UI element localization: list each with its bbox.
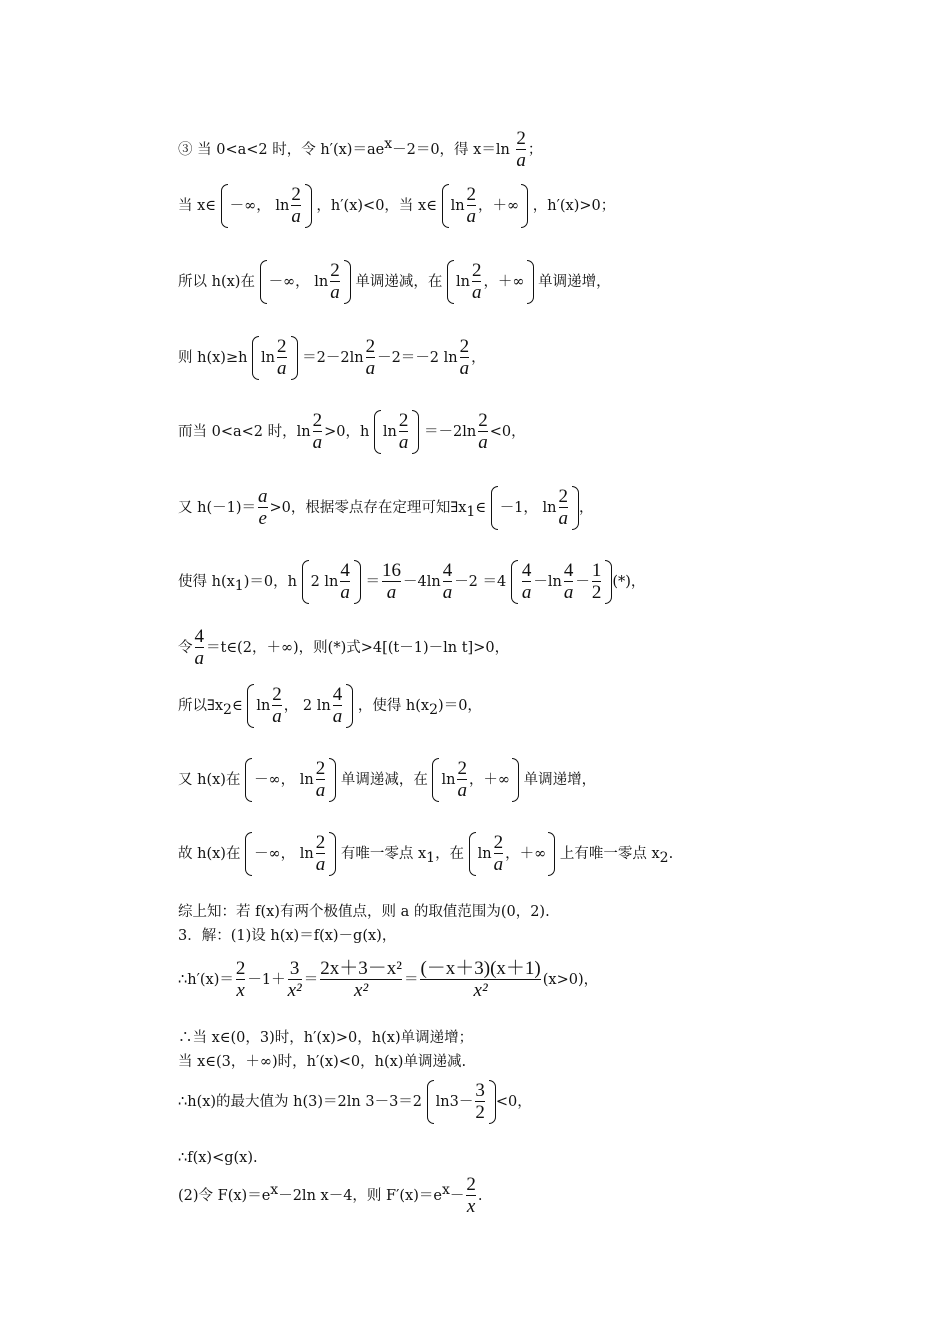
line-problem3: 3．解：(1)设 h(x)＝f(x)－g(x)， bbox=[178, 928, 397, 944]
line-negative: 而当 0<a<2 时，ln $\frac{2}{a}$ >0，h ln $\frac{2}{a}$ ＝－2ln $\frac{2}{a}$ <0， bbox=[178, 410, 526, 453]
line-unique-zeros: 故 h(x)在 －∞， ln $\frac{2}{a}$ 有唯一零点 $x_1$，在 ln $\frac{2}{a}$ ，＋∞ 上有唯一零点 $x_2$. bbox=[178, 832, 674, 875]
line-substitute-t: 令 $\frac{4}{a}$ ＝t∈(2，＋∞)，则(*)式>4[(t－1)－ln t]>0， bbox=[178, 626, 510, 669]
line-monotonic: 所以 h(x)在 －∞， ln $\frac{2}{a}$ 单调递减，在 ln $\frac{2}{a}$ ，＋∞ 单调递增， bbox=[178, 260, 611, 303]
line-max-value: ∴h(x)的最大值为 h(3)＝2ln 3－3＝2 ln3－ $\frac{3}{2}$ <0， bbox=[178, 1080, 532, 1123]
line-derivative: ∴h′(x)＝ $\frac{2}{x}$ －1＋ $\frac{3}{\text{x²}}$ ＝ $\frac{\text{2x＋3－x²}}{\text{x²}}$ ＝ $\frac{(-x+3)(x+1)}{\text{x²}}$ (x>0)， bbox=[178, 958, 599, 1001]
line-increasing: ∴当 x∈(0，3)时，h′(x)>0，h(x)单调递增； bbox=[178, 1030, 474, 1046]
line-part2: (2)令 $F(x)=e^x-2\ln$ x－4，则 $F'(x)=e^x-$ $\frac{2}{x}$ . bbox=[178, 1174, 483, 1217]
line-h-2ln: 使得 $h(x_1)=0$，h 2 ln $\frac{4}{a}$ ＝ $\frac{16}{a}$ －4ln $\frac{4}{a}$ －2 ＝4 $\frac{4}{a}$ －ln $\frac{4}{a}$ － $\frac{1}{2}$ (*)， bbox=[178, 560, 646, 603]
fraction: $\frac{2}{a}$ bbox=[516, 128, 526, 171]
line-conclusion: 综上知：若 f(x)有两个极值点，则 a 的取值范围为(0，2). bbox=[178, 904, 550, 920]
line-case3: ③ 当 0<a<2 时，令 $h'(x)=ae^x-2=0$，得 x＝ln $\frac{2}{a}$ ； bbox=[178, 128, 543, 171]
line-sign-intervals: 当 x∈ －∞， ln $\frac{2}{a}$ ，h′(x)<0，当 x∈ ln $\frac{2}{a}$ ，＋∞ ，h′(x)>0； bbox=[178, 184, 616, 227]
interval-right: ln $\frac{2}{a}$ ，＋∞ bbox=[442, 184, 529, 228]
line-zero-exists-x2: 所以$\exists x_2\in$ ln $\frac{2}{a}$ ， 2 ln $\frac{4}{a}$ ，使得 $h(x_2)=0$， bbox=[178, 684, 482, 727]
line-f-less-g: ∴f(x)<g(x). bbox=[178, 1150, 258, 1166]
interval-left: －∞， ln $\frac{2}{a}$ bbox=[221, 184, 312, 228]
line-zero-exists-x1: 又 h(－1)＝ $\frac{a}{e}$ >0，根据零点存在定理可知$\exists x_1\in -1$， ln $\frac{2}{a}$ ， bbox=[178, 486, 594, 529]
line-decreasing: 当 x∈(3，＋∞)时，h′(x)<0，h(x)单调递减. bbox=[178, 1054, 467, 1070]
line-monotonic-again: 又 h(x)在 －∞， ln $\frac{2}{a}$ 单调递减，在 ln $\frac{2}{a}$ ，＋∞ 单调递增， bbox=[178, 758, 597, 801]
line-min-value: 则 h(x)≥h ln $\frac{2}{a}$ ＝2－2ln $\frac{2}{a}$ －2＝－2 ln $\frac{2}{a}$ ， bbox=[178, 336, 486, 379]
